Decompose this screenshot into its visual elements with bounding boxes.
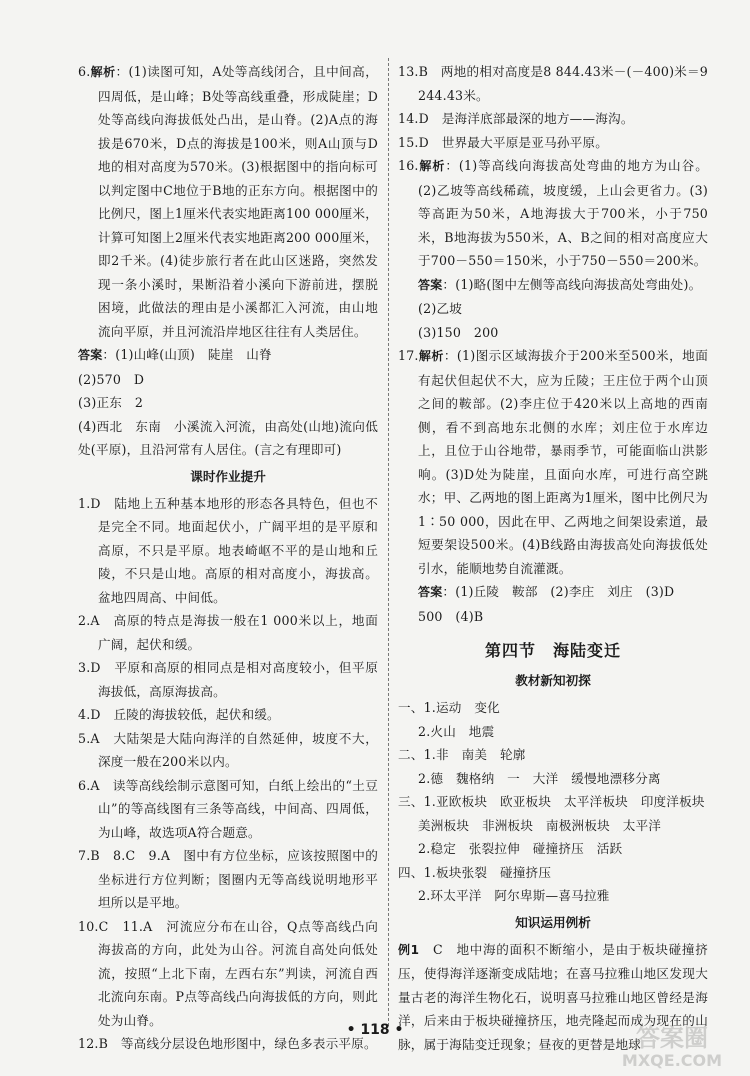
answer-item-2: 2.A 高原的特点是海拔一般在1 000米以上，地面广阔，起伏和缓。 [78,613,378,652]
subsection-heading: 知识运用例析 [515,914,591,930]
section-title: 第四节 海陆变迁 [484,641,621,660]
answer-item-5: 5.A 大陆架是大陆向海洋的自然延伸，坡度不大，深度一般在200米以内。 [78,730,378,769]
answer-item-13: 13.B 两地的相对高度是8 844.43米－(－400)米＝9 244.43米。 [398,64,708,103]
watermark-line-2: MXQE.COM [621,1051,723,1070]
answer-label: 答案 [78,348,103,362]
page-number: • 118 • [346,1022,404,1038]
subsection-heading: 课时作业提升 [190,468,266,484]
answer-item-7-9: 7.B 8.C 9.A 图中有方位坐标，应该按照图中的坐标进行方位判断；图圈内无等高线说明地形平坦所以是平地。 [78,848,378,910]
list-item: 一、1.运动 变化 [398,700,500,715]
answer-item-4: 4.D 丘陵的海拔较低，起伏和缓。 [78,707,280,722]
analysis-text: ：(1)等高线向海拔高处弯曲的地方为山谷。(2)乙坡等高线稀疏，坡度缓，上山会更省力。(3)等高距为50米，A地海拔大于700米，小于750米，B地海拔为550米，A、B之间的相对高度应大于700－550＝150米，小于750－550＝200米。 [418,158,708,268]
list-item: 2.德 魏格纳 一 大洋 缓慢地漂移分离 [418,770,661,786]
answer-item-12: 12.B 等高线分层设色地形图中，绿色多表示平原。 [78,1036,377,1051]
watermark-logo [612,1020,732,1072]
question-6-answer [78,343,378,368]
question-16-answer [398,273,708,298]
answer-line: ：(1)山峰(山顶) 陡崖 山脊 [102,347,272,362]
question-number: 6. [78,64,91,79]
list-item: 美洲板块 非洲板块 南极洲板块 太平洋 [418,817,662,833]
answer-line: (2)乙坡 [418,301,463,316]
question-number: 17. [398,348,419,363]
question-6-analysis [78,60,378,343]
analysis-label: 解析 [418,159,446,173]
analysis-text: ：(1)读图可知，A处等高线闭合，且中间高，四周低，是山峰；B处等高线重叠，形成陡崖；D处等高线向海拔低处凸出，是山脊。(2)A点的海拔是670米，D点的海拔是100米，则A山顶与D地的相对高度为570米。(3)根据图中的指向标可以判定图中C地位于B地的正东方向。根据图中的比例尺，图上1厘米代表实地距离100 000厘米，计算可知图上2厘米代表实地距离200 000厘米，即2千米。(4)徒步旅行者在此山区迷路，突然发现一条小溪时，果断沿着小溪向下游前进，摆脱困境，此做法的理由是小溪都汇入河流，由山地流向平原，并且河流沿岸地区往往有人类居住。 [98,64,378,339]
answer-line: 500 (4)B [418,608,484,624]
question-17-analysis [398,344,708,580]
watermark-line-1: 答案圈 [636,1024,708,1052]
question-number: 16. [398,158,419,173]
subsection-heading: 教材新知初探 [515,673,591,688]
answer-item-14: 14.D 是海洋底部最深的地方——海沟。 [398,111,634,126]
answer-item-1: 1.D 陆地上五种基本地形的形态各具特色，但也不是完全不同。地面起伏小，广阔平坦的是平原和高原，不只是平原。地表崎岖不平的是山地和丘陵，不只是山地。高原的相对高度小，海拔高。盆地四周高、中间低。 [78,495,378,605]
answer-line: (3)正东 2 [78,395,144,410]
question-16-analysis [398,154,708,273]
answer-item-10-11: 10.C 11.A 河流应分布在山谷，Q点等高线凸向海拔高的方向，此处为山谷。河流自高处向低处流，按照“上北下南，左西右东”判读，河流自西北流向东南。P点等高线凸向海拔低的方向，则此处为山脊。 [78,918,378,1028]
answer-item-3: 3.D 平原和高原的相同点是相对高度较小，但平原海拔低，高原海拔高。 [78,660,378,699]
analysis-label: 解析 [90,65,116,79]
analysis-label: 解析 [418,349,444,363]
answer-line: (3)150 200 [418,324,499,340]
list-item: 三、1.亚欧板块 欧亚板块 太平洋板块 印度洋板块 [398,794,705,809]
answer-item-6: 6.A 读等高线绘制示意图可知，白纸上绘出的“土豆山”的等高线图有三条等高线，中间高、四周低，为山峰，故选项A符合题意。 [78,777,378,840]
answer-line: ：(1)略(图中左侧等高线向海拔高处弯曲处)。 [442,276,702,292]
example-text: C 地中海的面积不断缩小，是由于板块碰撞挤压，使得海洋逐渐变成陆地；在喜马拉雅山地区发现大量古老的海洋生物化石，说明喜马拉雅山地区曾经是海洋，后来由于板块碰撞挤压，地壳隆起而成为现在的山脉，属于海陆变迁现象；昼夜的更替是地球 [398,941,708,1052]
answer-line: (4)西北 东南 小溪流入河流，由高处(山地)流向低处(平原)，且沿河常有人居住。(言之有理即可) [78,418,378,457]
answer-label: 答案 [418,277,443,292]
question-17-answer [398,580,708,605]
right-column [398,60,708,1056]
list-item: 四、1.板块张裂 碰撞挤压 [398,864,552,880]
list-item: 2.稳定 张裂拉伸 碰撞挤压 活跃 [418,841,623,856]
answer-line: (2)570 D [78,371,145,387]
list-item: 2.火山 地震 [418,723,495,739]
answer-line: ：(1)丘陵 鞍部 (2)李庄 刘庄 (3)D [442,584,675,599]
answer-item-15: 15.D 世界最大平原是亚马孙平原。 [398,134,609,150]
list-item: 二、1.非 南美 轮廓 [398,747,526,762]
example-label: 例1 [398,942,420,957]
list-item: 2.环太平洋 阿尔卑斯—喜马拉雅 [418,888,610,903]
answer-label: 答案 [418,585,443,599]
left-column [78,60,378,1056]
analysis-text: ：(1)图示区域海拔介于200米至500米，地面有起伏但起伏不大，应为丘陵；王庄位于两个山顶之间的鞍部。(2)李庄位于420米以上高地的西南侧，看不到高地东北侧的水库；刘庄位于水库边上，且位于山谷地带，暴雨季节，可能面临山洪影响。(3)D处为陡崖，且面向水库，可进行高空跳水；甲、乙两地的图上距离为1厘米，图中比例尺为1∶50 000，因此在甲、乙两地之间架设索道，最短要架设500米。(4)B线路由海拔高处向海拔低处引水，能顺地势自流灌溉。 [418,348,708,576]
column-divider [388,58,389,1026]
